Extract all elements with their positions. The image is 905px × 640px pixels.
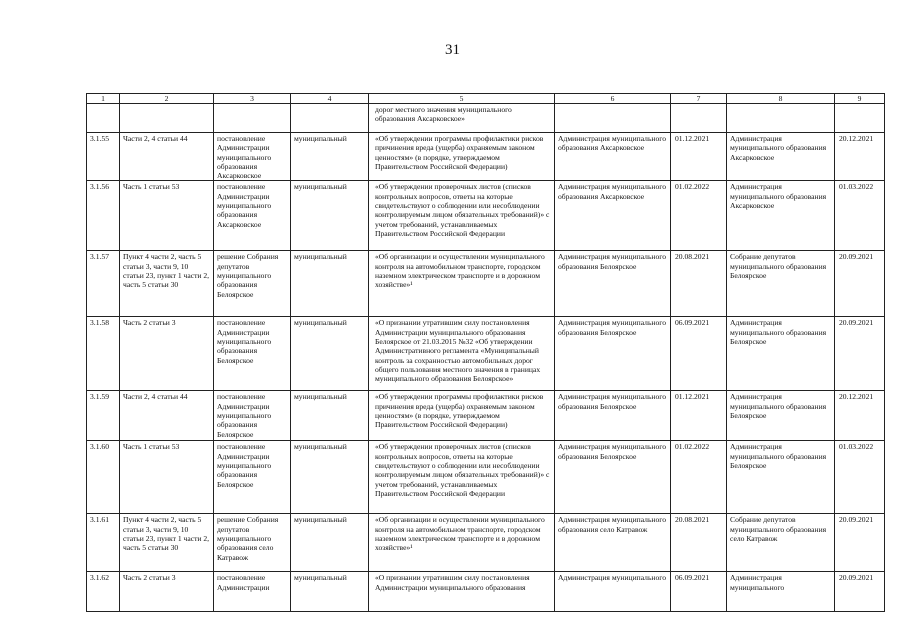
table-row: [87, 572, 885, 612]
act-title: «Об организации и осуществлении муниципального контроля на автомобильном транспорте, городском наземном электрическом транспорте и в дорожном хозяйстве»¹: [369, 251, 555, 317]
approving-body: Администрация муниципального образования Аксарковское: [727, 133, 835, 181]
document-type: постановление Администрации: [214, 572, 291, 612]
approving-body: Собрание депутатов муниципального образования село Катравож: [727, 514, 835, 572]
table-row: [87, 317, 885, 391]
document-type: постановление Администрации муниципального образования Белоярское: [214, 441, 291, 514]
row-number: 3.1.55: [87, 133, 120, 181]
responsible-authority: Администрация муниципального образования Аксарковское: [555, 181, 671, 251]
responsible-authority: Администрация муниципального образования Белоярское: [555, 441, 671, 514]
legal-basis: Пункт 4 части 2, часть 5 статьи 3, части 9, 10 статьи 23, пункт 1 части 2, часть 5 статьи 30: [120, 514, 214, 572]
adoption-date: 01.02.2022: [671, 181, 727, 251]
level: муниципальный: [291, 441, 369, 514]
table-cell: [727, 104, 835, 133]
table-cell: [835, 104, 885, 133]
table-cell: [291, 104, 369, 133]
column-number: 3: [214, 94, 291, 104]
approving-body: Собрание депутатов муниципального образования Белоярское: [727, 251, 835, 317]
table-cell: [555, 104, 671, 133]
legal-basis: Части 2, 4 статьи 44: [120, 133, 214, 181]
column-number: 9: [835, 94, 885, 104]
table-row: [87, 514, 885, 572]
act-title: «Об утверждении проверочных листов (списков контрольных вопросов, ответы на которые свидетельствуют о соблюдении или несоблюдении контролируемым лицом обязательных требований)» с учетом требований, устанавливаемых Правительством Российской Федерации: [369, 181, 555, 251]
table-row: [87, 133, 885, 181]
column-number: 8: [727, 94, 835, 104]
continuation-text: дорог местного значения муниципального образования Аксарковское»: [369, 104, 555, 133]
responsible-authority: Администрация муниципального образования Белоярское: [555, 317, 671, 391]
adoption-date: 01.02.2022: [671, 441, 727, 514]
row-number: 3.1.59: [87, 391, 120, 441]
row-number: 3.1.61: [87, 514, 120, 572]
act-title: «О признании утратившим силу постановления Администрации муниципального образования: [369, 572, 555, 612]
legal-basis: Часть 2 статьи 3: [120, 317, 214, 391]
level: муниципальный: [291, 133, 369, 181]
level: муниципальный: [291, 391, 369, 441]
approving-body: Администрация муниципального: [727, 572, 835, 612]
legal-basis: Части 2, 4 статьи 44: [120, 391, 214, 441]
continuation-row: [87, 104, 885, 133]
act-title: «Об утверждении программы профилактики рисков причинения вреда (ущерба) охраняемым законом ценностям» (в порядке, утверждаемом Правительством Российской Федерации): [369, 391, 555, 441]
document-type: постановление Администрации муниципального образования Аксарковское: [214, 181, 291, 251]
table-row: [87, 391, 885, 441]
document-type: решение Собрания депутатов муниципального образования село Катравож: [214, 514, 291, 572]
effective-date: 20.09.2021: [835, 514, 885, 572]
effective-date: 20.09.2021: [835, 317, 885, 391]
responsible-authority: Администрация муниципального: [555, 572, 671, 612]
effective-date: 20.09.2021: [835, 572, 885, 612]
adoption-date: 20.08.2021: [671, 251, 727, 317]
table-cell: [671, 104, 727, 133]
legal-basis: Пункт 4 части 2, часть 5 статьи 3, части 9, 10 статьи 23, пункт 1 части 2, часть 5 статьи 30: [120, 251, 214, 317]
column-number: 5: [369, 94, 555, 104]
document-type: решение Собрания депутатов муниципального образования Белоярское: [214, 251, 291, 317]
column-number-row: [87, 94, 885, 104]
responsible-authority: Администрация муниципального образования Белоярское: [555, 391, 671, 441]
table-row: [87, 251, 885, 317]
level: муниципальный: [291, 181, 369, 251]
table-row: [87, 181, 885, 251]
column-number: 6: [555, 94, 671, 104]
effective-date: 20.12.2021: [835, 133, 885, 181]
row-number: 3.1.62: [87, 572, 120, 612]
document-type: постановление Администрации муниципального образования Белоярское: [214, 391, 291, 441]
approving-body: Администрация муниципального образования Белоярское: [727, 441, 835, 514]
approving-body: Администрация муниципального образования Белоярское: [727, 391, 835, 441]
act-title: «Об утверждении проверочных листов (списков контрольных вопросов, ответы на которые свидетельствуют о соблюдении или несоблюдении контролируемым лицом обязательных требований)» с учетом требований, устанавливаемых Правительством Российской Федерации: [369, 441, 555, 514]
table-cell: [214, 104, 291, 133]
document-type: постановление Администрации муниципального образования Аксарковское: [214, 133, 291, 181]
adoption-date: 06.09.2021: [671, 572, 727, 612]
effective-date: 01.03.2022: [835, 441, 885, 514]
level: муниципальный: [291, 572, 369, 612]
act-title: «Об утверждении программы профилактики рисков причинения вреда (ущерба) охраняемым законом ценностям» (в порядке, утверждаемом Правительством Российской Федерации): [369, 133, 555, 181]
effective-date: 20.09.2021: [835, 251, 885, 317]
row-number: 3.1.56: [87, 181, 120, 251]
level: муниципальный: [291, 251, 369, 317]
legal-basis: Часть 1 статьи 53: [120, 441, 214, 514]
approving-body: Администрация муниципального образования Аксарковское: [727, 181, 835, 251]
row-number: 3.1.58: [87, 317, 120, 391]
register-table-wrap: [86, 93, 874, 640]
act-title: «Об организации и осуществлении муниципального контроля на автомобильном транспорте, городском наземном электрическом транспорте и в дорожном хозяйстве»¹: [369, 514, 555, 572]
adoption-date: 01.12.2021: [671, 391, 727, 441]
legal-basis: Часть 1 статьи 53: [120, 181, 214, 251]
effective-date: 01.03.2022: [835, 181, 885, 251]
adoption-date: 06.09.2021: [671, 317, 727, 391]
approving-body: Администрация муниципального образования Белоярское: [727, 317, 835, 391]
level: муниципальный: [291, 514, 369, 572]
effective-date: 20.12.2021: [835, 391, 885, 441]
level: муниципальный: [291, 317, 369, 391]
register-table: [86, 93, 885, 612]
responsible-authority: Администрация муниципального образования село Катравож: [555, 514, 671, 572]
responsible-authority: Администрация муниципального образования Белоярское: [555, 251, 671, 317]
legal-basis: Часть 2 статьи 3: [120, 572, 214, 612]
act-title: «О признании утратившим силу постановления Администрации муниципального образования Белоярское от 21.03.2015 №32 «Об утверждении Административного регламента «Муниципальный контроль за сохранностью автомобильных дорог общего пользования местного значения в границах муниципального образования Белоярское»: [369, 317, 555, 391]
adoption-date: 01.12.2021: [671, 133, 727, 181]
row-number: 3.1.57: [87, 251, 120, 317]
table-cell: [120, 104, 214, 133]
table-row: [87, 441, 885, 514]
column-number: 4: [291, 94, 369, 104]
document-type: постановление Администрации муниципального образования Белоярское: [214, 317, 291, 391]
page-number: 31: [445, 42, 460, 58]
table-cell: [87, 104, 120, 133]
column-number: 2: [120, 94, 214, 104]
table-body: [87, 94, 885, 612]
responsible-authority: Администрация муниципального образования Аксарковское: [555, 133, 671, 181]
column-number: 7: [671, 94, 727, 104]
row-number: 3.1.60: [87, 441, 120, 514]
column-number: 1: [87, 94, 120, 104]
adoption-date: 20.08.2021: [671, 514, 727, 572]
